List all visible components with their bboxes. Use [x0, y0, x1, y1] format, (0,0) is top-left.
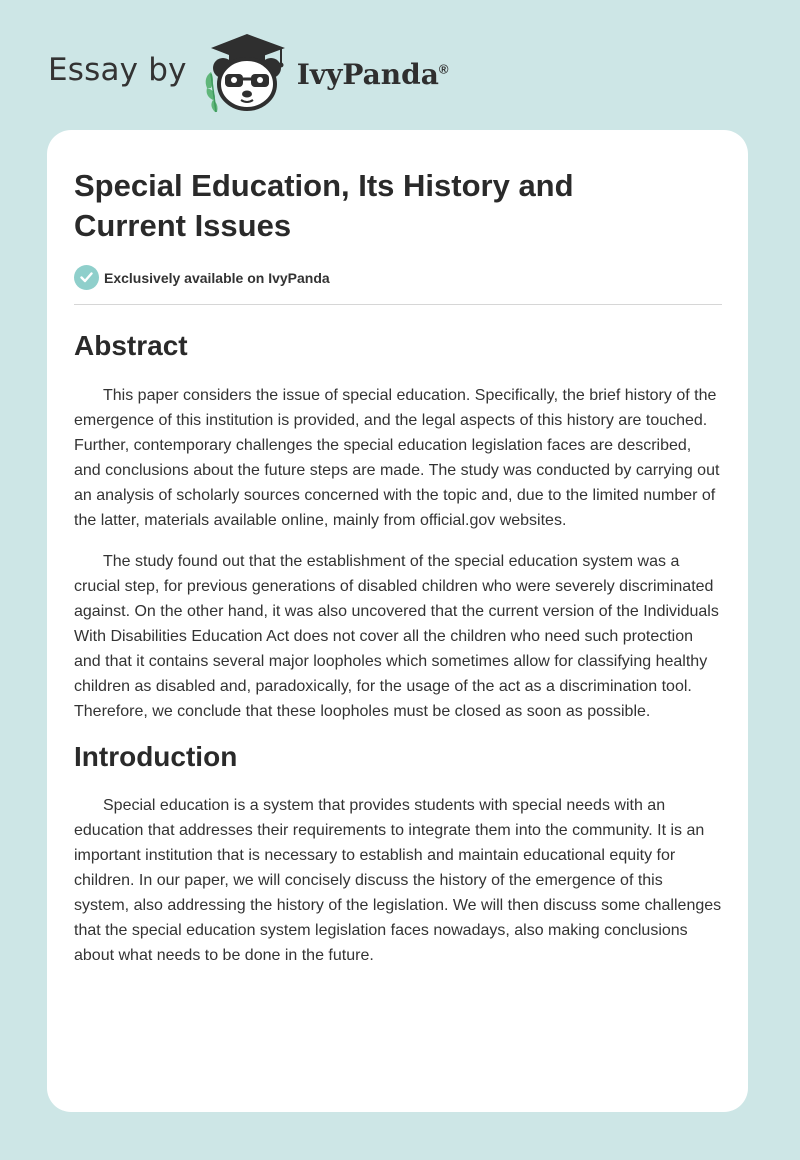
- document-card: [47, 130, 748, 1112]
- document-title: Special Education, Its History and Current Issues: [74, 168, 574, 243]
- abstract-paragraph-2: The study found out that the establishment of the special education system was a crucial step, for previous generations of disabled children who were severely discriminated against. On the other hand, it was also uncovered that the current version of the Individuals With Disabilities Education Act does not cover all the children who need such protection and that it contains several major loopholes which sometimes allow for classifying healthy children as disabled and, paradoxically, for the usage of the act as a discrimination tool. Therefore, we conclude that these loopholes must be closed as soon as possible.: [74, 553, 719, 720]
- divider: [74, 304, 722, 305]
- exclusive-badge: [74, 265, 722, 290]
- abstract-paragraph-1: This paper considers the issue of special education. Specifically, the brief history of the emergence of this institution is provided, and the legal aspects of this history are touched. Further, contemporary challenges the special education legislation faces are described, and conclusions about the future steps are made. The study was conducted by carrying out an analysis of scholarly sources concerned with the topic and, due to the limited number of the latter, materials available online, mainly from official.gov websites.: [74, 387, 720, 529]
- panda-graduate-icon: [201, 30, 293, 114]
- exclusive-label: Exclusively available on IvyPanda: [104, 269, 330, 286]
- section-heading-abstract: Abstract: [74, 330, 188, 361]
- check-icon: [74, 265, 99, 290]
- brand-name[interactable]: IvyPanda®: [296, 57, 449, 91]
- site-header: [48, 30, 448, 114]
- essay-by-label: Essay by: [48, 52, 187, 88]
- section-heading-introduction: Introduction: [74, 741, 238, 772]
- introduction-paragraph-1: Special education is a system that provides students with special needs with an education that addresses their requirements to integrate them into the community. It is an important institution that is necessary to establish and maintain educational equity for children. In our paper, we will concisely discuss the history of the emergence of this system, also addressing the history of the legislation. We will then discuss some challenges that the special education system legislation faces nowadays, also making conclusions about what needs to be done in the future.: [74, 797, 722, 964]
- registered-mark: ®: [438, 61, 449, 77]
